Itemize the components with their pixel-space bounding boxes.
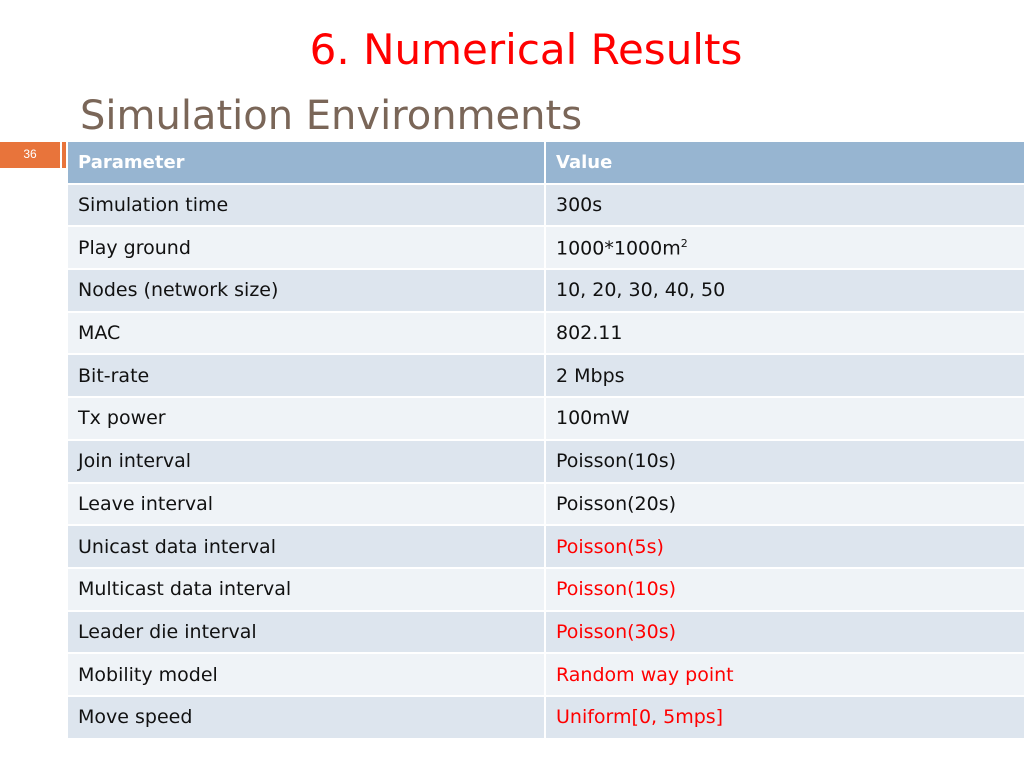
parameter-cell: Multicast data interval — [68, 569, 546, 612]
value-text: 1000*1000m — [556, 236, 681, 259]
parameter-cell: Join interval — [68, 441, 546, 484]
parameter-cell: Bit-rate — [68, 355, 546, 398]
value-cell — [546, 355, 1024, 398]
value-text: Random way point — [556, 663, 734, 686]
header-value: Value — [546, 142, 1024, 185]
parameter-cell: Unicast data interval — [68, 526, 546, 569]
value-text: Poisson(10s) — [556, 450, 677, 473]
table-row — [68, 697, 1024, 740]
table-row — [68, 612, 1024, 655]
value-cell — [546, 398, 1024, 441]
value-cell — [546, 441, 1024, 484]
table-row — [68, 227, 1024, 270]
slide-subtitle: Simulation Environments — [80, 93, 583, 139]
value-text: 100mW — [556, 407, 630, 430]
value-cell — [546, 313, 1024, 356]
parameter-cell: Leave interval — [68, 484, 546, 527]
value-cell — [546, 697, 1024, 740]
parameter-cell: Mobility model — [68, 654, 546, 697]
value-superscript: 2 — [680, 236, 688, 250]
value-cell — [546, 227, 1024, 270]
table-row — [68, 441, 1024, 484]
table-row — [68, 398, 1024, 441]
table-row — [68, 526, 1024, 569]
header-parameter: Parameter — [68, 142, 546, 185]
value-text: 10, 20, 30, 40, 50 — [556, 279, 726, 302]
value-cell — [546, 270, 1024, 313]
value-text: 802.11 — [556, 322, 623, 345]
parameter-cell: Nodes (network size) — [68, 270, 546, 313]
parameter-cell: Tx power — [68, 398, 546, 441]
value-text: Poisson(5s) — [556, 535, 664, 558]
parameter-cell: MAC — [68, 313, 546, 356]
value-cell — [546, 612, 1024, 655]
accent-bar — [62, 142, 66, 168]
parameters-table — [68, 142, 1024, 740]
table-row — [68, 313, 1024, 356]
parameter-cell: Leader die interval — [68, 612, 546, 655]
value-cell — [546, 654, 1024, 697]
table-header-row — [68, 142, 1024, 185]
table-body — [68, 185, 1024, 740]
value-cell — [546, 484, 1024, 527]
value-cell — [546, 526, 1024, 569]
parameter-cell: Move speed — [68, 697, 546, 740]
value-text: 300s — [556, 194, 603, 217]
table-row — [68, 355, 1024, 398]
table-row — [68, 270, 1024, 313]
parameter-cell: Simulation time — [68, 185, 546, 228]
value-text: 2 Mbps — [556, 364, 625, 387]
slide-number-badge: 36 — [0, 142, 60, 168]
table-row — [68, 484, 1024, 527]
value-text: Uniform[0, 5mps] — [556, 706, 724, 729]
value-text: Poisson(20s) — [556, 492, 677, 515]
table-row — [68, 185, 1024, 228]
value-text: Poisson(10s) — [556, 578, 677, 601]
table-row — [68, 569, 1024, 612]
value-text: Poisson(30s) — [556, 620, 677, 643]
value-cell — [546, 569, 1024, 612]
slide-title: 6. Numerical Results — [309, 25, 743, 74]
parameter-cell: Play ground — [68, 227, 546, 270]
value-cell — [546, 185, 1024, 228]
table-row — [68, 654, 1024, 697]
